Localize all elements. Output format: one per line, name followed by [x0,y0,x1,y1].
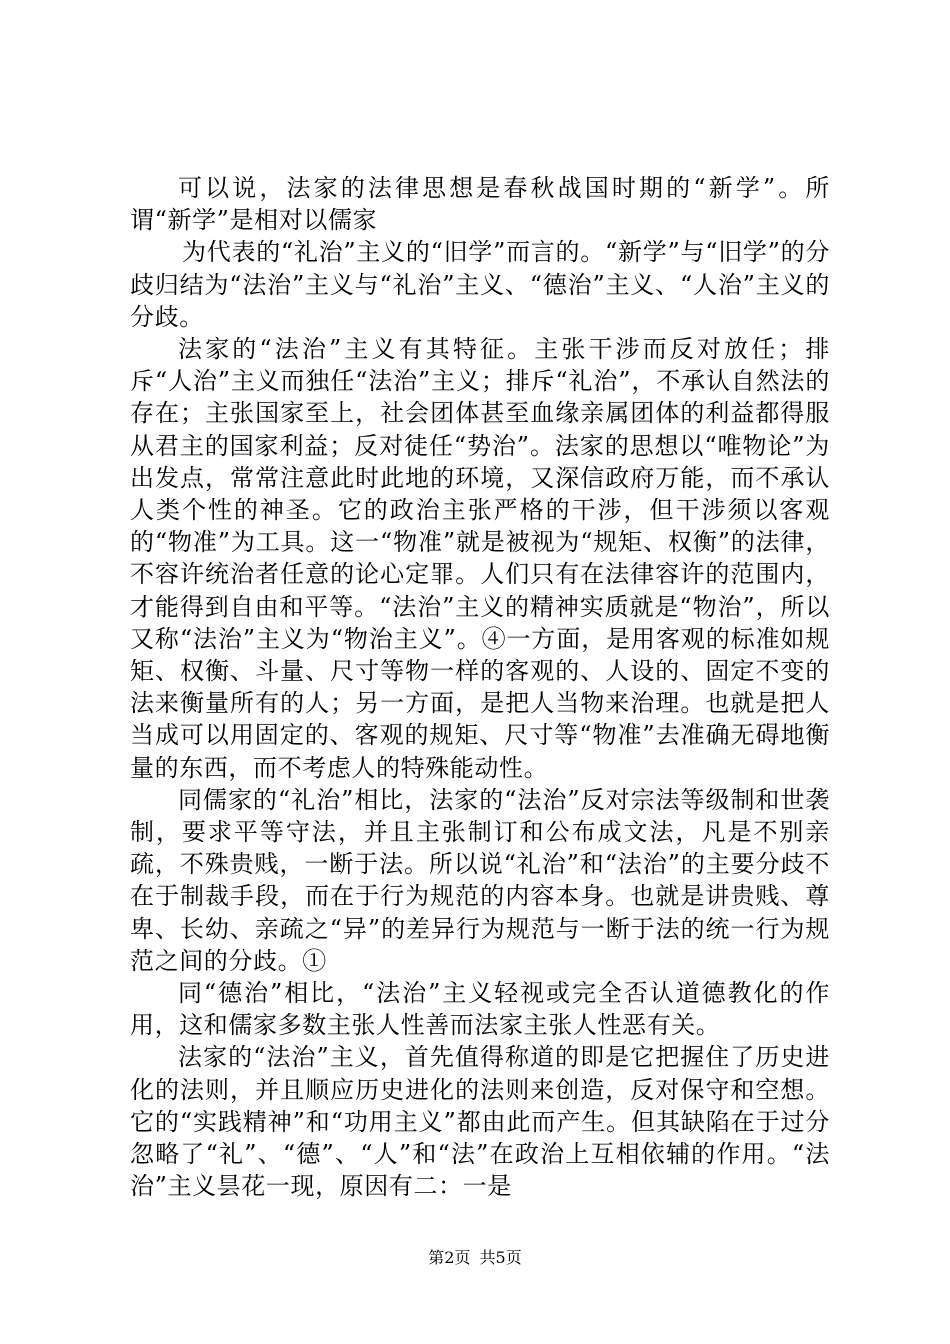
paragraph-1: 可以说，法家的法律思想是春秋战国时期的“新学”。所谓“新学”是相对以儒家 [130,174,830,235]
paragraph-5: 同“德治”相比，“法治”主义轻视或完全否认道德教化的作用，这和儒家多数主张人性善而法家主张人性恶有关。 [130,979,830,1040]
page-total: 共5页 [479,1248,522,1267]
page-number: 第2页 [428,1248,471,1267]
paragraph-6: 法家的“法治”主义，首先值得称道的即是它把握住了历史进化的法则，并且顺应历史进化的法则来创造，反对保守和空想。它的“实践精神”和“功用主义”都由此而产生。但其缺陷在于过分忽略了“礼”、“德”、“人”和“法”在政治上互相依辅的作用。“法治”主义昙花一现，原因有二：一是 [130,1043,830,1201]
page-footer [0,1245,950,1268]
paragraph-3: 法家的“法治”主义有其特征。主张干涉而反对放任；排斥“人治”主义而独任“法治”主义；排斥“礼治”，不承认自然法的存在；主张国家至上，社会团体甚至血缘亲属团体的利益都得服从君主的国家利益；反对徒任“势治”。法家的思想以“唯物论”为出发点，常常注意此时此地的环境，又深信政府万能，而不承认人类个性的神圣。它的政治主张严格的干涉，但干涉须以客观的“物准”为工具。这一“物准”就是被视为“规矩、权衡”的法律，不容许统治者任意的论心定罪。人们只有在法律容许的范围内，才能得到自由和平等。“法治”主义的精神实质就是“物治”，所以又称“法治”主义为“物治主义”。④一方面，是用客观的标准如规矩、权衡、斗量、尺寸等物一样的客观的、人设的、固定不变的法来衡量所有的人；另一方面，是把人当物来治理。也就是把人当成可以用固定的、客观的规矩、尺寸等“物准”去准确无碍地衡量的东西，而不考虑人的特殊能动性。 [130,335,830,782]
paragraph-4: 同儒家的“礼治”相比，法家的“法治”反对宗法等级制和世袭制，要求平等守法，并且主张制订和公布成文法，凡是不别亲疏，不殊贵贱，一断于法。所以说“礼治”和“法治”的主要分歧不在于制裁手段，而在于行为规范的内容本身。也就是讲贵贱、尊卑、长幼、亲疏之“异”的差异行为规范与一断于法的统一行为规范之间的分歧。① [130,785,830,975]
document-body [130,172,830,1203]
paragraph-2: 为代表的“礼治”主义的“旧学”而言的。“新学”与“旧学”的分歧归结为“法治”主义与“礼治”主义、“德治”主义、“人治”主义的分歧。 [130,238,830,331]
